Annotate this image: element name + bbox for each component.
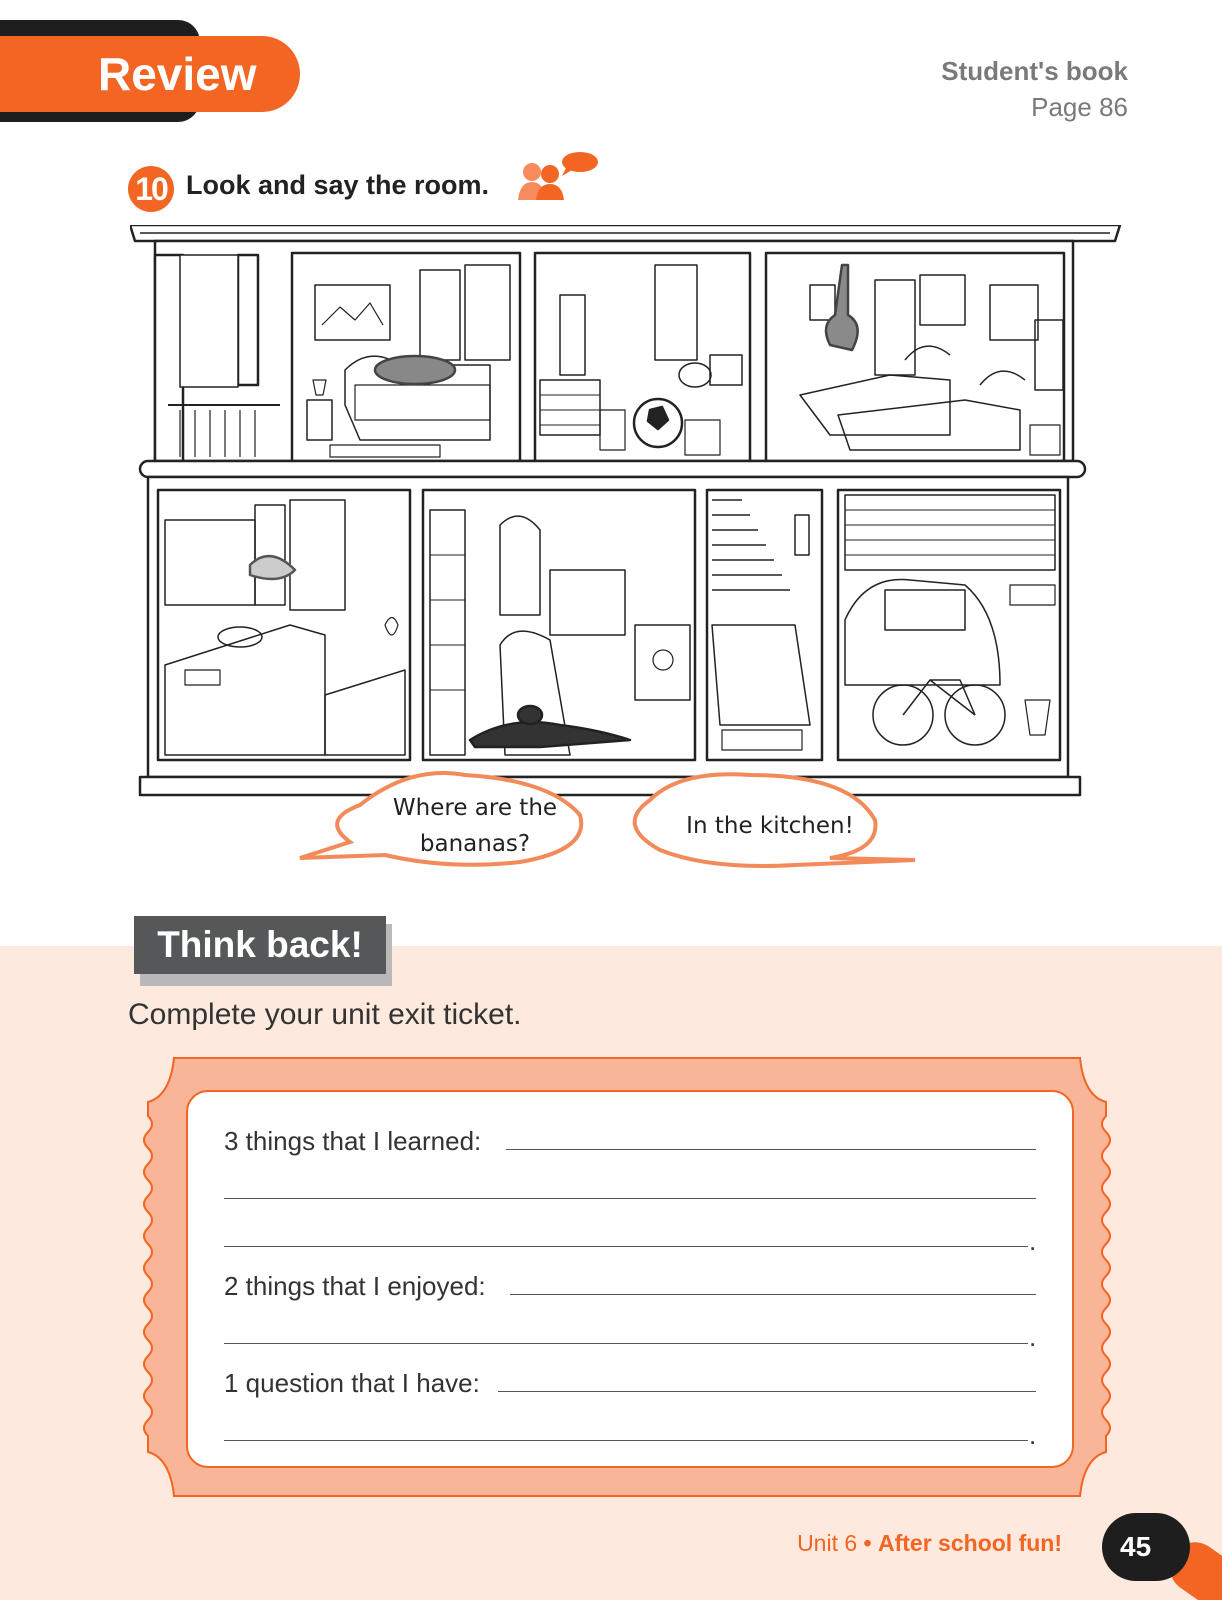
line-end-period: . bbox=[1029, 1226, 1037, 1256]
book-title: Student's book bbox=[941, 56, 1128, 86]
write-line-learned-2[interactable] bbox=[224, 1198, 1036, 1199]
speech-bubble-question-line2: bananas? bbox=[419, 831, 531, 857]
write-line-learned-3[interactable] bbox=[224, 1246, 1028, 1247]
room-kitchen bbox=[158, 490, 410, 760]
write-line-enjoyed-2[interactable] bbox=[224, 1343, 1028, 1344]
house-cross-section-illustration bbox=[130, 225, 1130, 815]
prompt-question: 1 question that I have: bbox=[224, 1368, 480, 1398]
prompt-learned: 3 things that I learned: bbox=[224, 1126, 482, 1156]
write-line-enjoyed-1[interactable] bbox=[510, 1294, 1036, 1295]
line-end-period: . bbox=[1029, 1420, 1037, 1450]
line-end-period: . bbox=[1029, 1322, 1037, 1352]
prompt-enjoyed: 2 things that I enjoyed: bbox=[224, 1271, 486, 1301]
footer-unit-number: Unit 6 bbox=[797, 1530, 858, 1556]
speech-bubble-question-line1: Where are the bbox=[392, 795, 558, 821]
review-banner: Review bbox=[0, 36, 300, 112]
footer-unit-title: After school fun! bbox=[878, 1530, 1062, 1556]
book-page: Page 86 bbox=[1031, 92, 1128, 122]
footer-unit bbox=[797, 1530, 1062, 1557]
write-line-question-1[interactable] bbox=[498, 1391, 1036, 1392]
write-line-learned-1[interactable] bbox=[506, 1149, 1036, 1150]
speech-bubble-question bbox=[360, 790, 590, 862]
activity-instruction: Look and say the room. bbox=[186, 170, 490, 200]
room-garage bbox=[838, 490, 1060, 760]
activity-number: 10 bbox=[128, 166, 174, 212]
think-back-label: Think back! bbox=[134, 916, 386, 974]
footer-separator: • bbox=[863, 1530, 872, 1556]
speech-bubble-answer: In the kitchen! bbox=[686, 813, 854, 839]
write-line-question-2[interactable] bbox=[224, 1440, 1028, 1441]
pair-talk-icon bbox=[518, 150, 600, 202]
think-back-instruction: Complete your unit exit ticket. bbox=[128, 998, 522, 1031]
page-number: 45 bbox=[1102, 1513, 1190, 1581]
